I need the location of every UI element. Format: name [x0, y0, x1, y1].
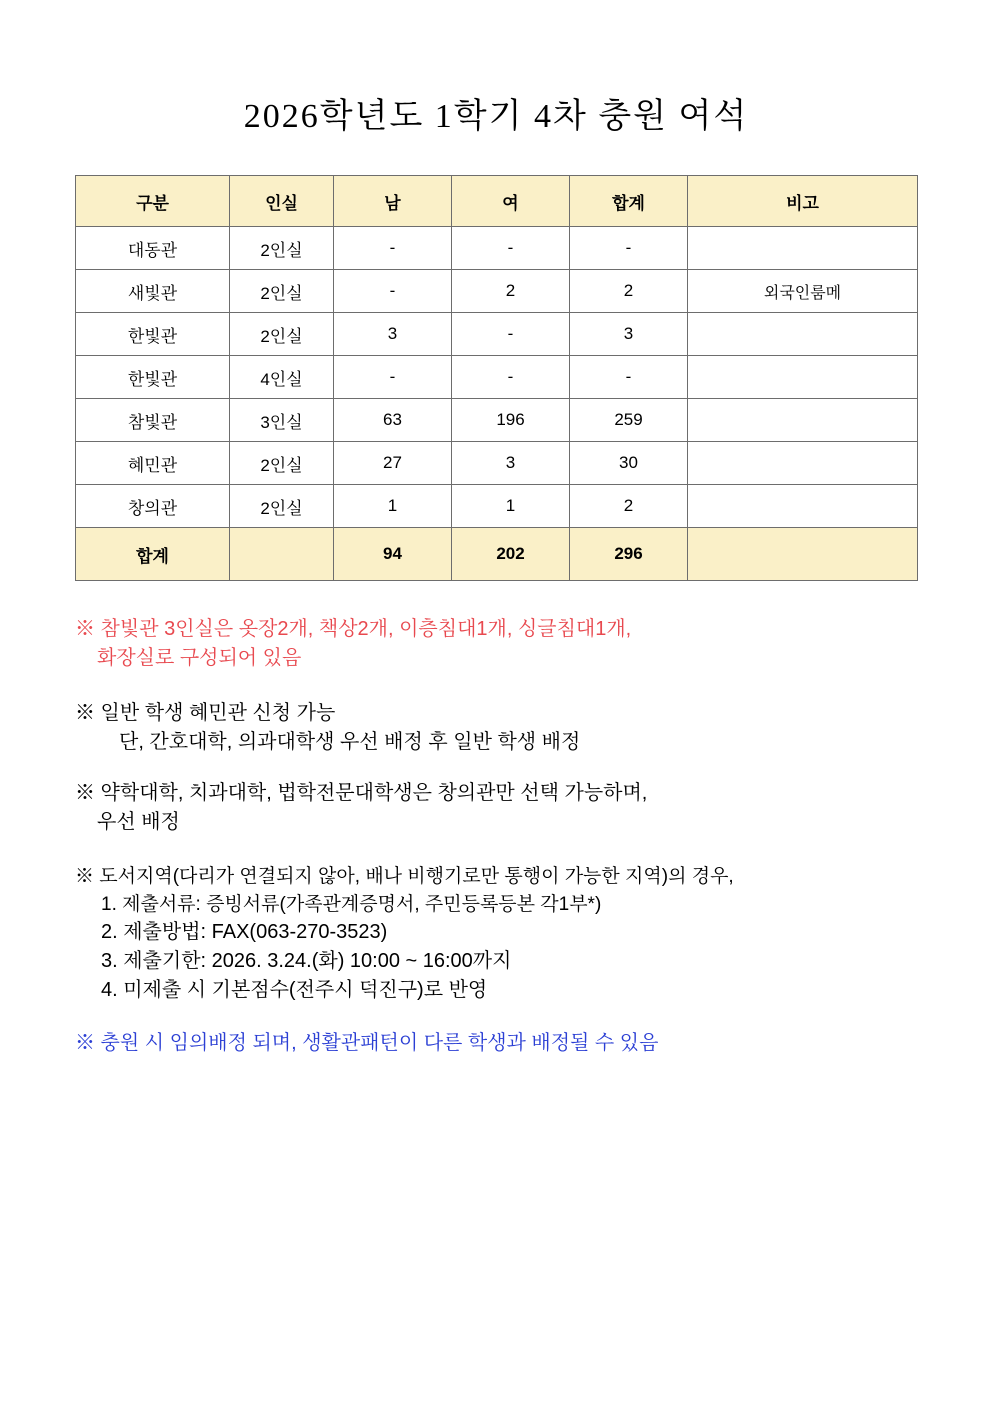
cell-female: 2	[452, 270, 570, 313]
cell-remark	[688, 227, 918, 270]
cell-male: 27	[334, 442, 452, 485]
cell-female: -	[452, 227, 570, 270]
cell-roomtype: 2인실	[230, 270, 334, 313]
cell-category: 새빛관	[76, 270, 230, 313]
note-line: 화장실로 구성되어 있음	[97, 647, 302, 669]
note-line: 우선 배정	[97, 811, 180, 833]
note-hyeminkwan	[75, 699, 917, 757]
column-header-female: 여	[452, 176, 570, 227]
column-header-total: 합계	[570, 176, 688, 227]
page-title: 2026학년도 1학기 4차 충원 여석	[243, 98, 749, 135]
column-header-category: 구분	[76, 176, 230, 227]
cell-total: -	[570, 356, 688, 399]
cell-total: 296	[570, 528, 688, 581]
note-list-item: 2. 제출방법: FAX(063-270-3523)	[101, 921, 388, 944]
vacancy-table-container	[75, 175, 917, 581]
cell-remark	[688, 399, 918, 442]
cell-category: 혜민관	[76, 442, 230, 485]
table-body	[76, 227, 918, 581]
cell-category: 합계	[76, 528, 230, 581]
table-row	[76, 356, 918, 399]
cell-male: 1	[334, 485, 452, 528]
column-header-remark: 비고	[688, 176, 918, 227]
cell-female: 196	[452, 399, 570, 442]
cell-total: 2	[570, 270, 688, 313]
cell-male: 63	[334, 399, 452, 442]
table-row	[76, 485, 918, 528]
cell-remark	[688, 313, 918, 356]
note-list-item: 3. 제출기한: 2026. 3.24.(화) 10:00 ~ 16:00까지	[101, 950, 512, 973]
table-row	[76, 399, 918, 442]
column-header-male: 남	[334, 176, 452, 227]
cell-roomtype	[230, 528, 334, 581]
cell-category: 한빛관	[76, 356, 230, 399]
cell-male: 94	[334, 528, 452, 581]
cell-remark: 외국인룸메	[688, 270, 918, 313]
cell-remark	[688, 442, 918, 485]
table-row	[76, 313, 918, 356]
column-header-roomtype: 인실	[230, 176, 334, 227]
notes-section	[75, 615, 917, 1058]
cell-roomtype: 2인실	[230, 442, 334, 485]
cell-roomtype: 3인실	[230, 399, 334, 442]
cell-female: 1	[452, 485, 570, 528]
cell-female: -	[452, 313, 570, 356]
cell-remark	[688, 356, 918, 399]
cell-roomtype: 2인실	[230, 227, 334, 270]
cell-male: -	[334, 270, 452, 313]
table-total-row	[76, 528, 918, 581]
note-line: ※ 참빛관 3인실은 옷장2개, 책상2개, 이층침대1개, 싱글침대1개,	[75, 618, 632, 640]
cell-total: 2	[570, 485, 688, 528]
cell-category: 참빛관	[76, 399, 230, 442]
cell-female: 202	[452, 528, 570, 581]
note-line: ※ 도서지역(다리가 연결되지 않아, 배나 비행기로만 통행이 가능한 지역)의 경우,	[75, 866, 734, 887]
note-line: ※ 충원 시 임의배정 되며, 생활관패턴이 다른 학생과 배정될 수 있음	[75, 1032, 659, 1055]
note-line: ※ 약학대학, 치과대학, 법학전문대학생은 창의관만 선택 가능하며,	[75, 782, 648, 804]
cell-category: 창의관	[76, 485, 230, 528]
cell-remark	[688, 528, 918, 581]
note-random-assignment	[75, 1029, 917, 1058]
vacancy-table	[75, 175, 918, 581]
note-room-composition	[75, 615, 917, 673]
cell-remark	[688, 485, 918, 528]
cell-male: 3	[334, 313, 452, 356]
table-row	[76, 442, 918, 485]
note-line: ※ 일반 학생 혜민관 신청 가능	[75, 702, 336, 724]
cell-total: 3	[570, 313, 688, 356]
cell-total: 30	[570, 442, 688, 485]
cell-roomtype: 2인실	[230, 313, 334, 356]
cell-male: -	[334, 356, 452, 399]
note-island-region	[75, 863, 917, 1005]
note-changuikwan	[75, 779, 917, 837]
note-line: 단, 간호대학, 의과대학생 우선 배정 후 일반 학생 배정	[119, 731, 581, 753]
cell-category: 대동관	[76, 227, 230, 270]
table-header-row	[76, 176, 918, 227]
table-header	[76, 176, 918, 227]
cell-total: 259	[570, 399, 688, 442]
cell-total: -	[570, 227, 688, 270]
note-list-item: 4. 미제출 시 기본점수(전주시 덕진구)로 반영	[101, 979, 488, 1002]
cell-roomtype: 2인실	[230, 485, 334, 528]
cell-male: -	[334, 227, 452, 270]
table-row	[76, 270, 918, 313]
cell-category: 한빛관	[76, 313, 230, 356]
table-row	[76, 227, 918, 270]
cell-female: -	[452, 356, 570, 399]
cell-female: 3	[452, 442, 570, 485]
cell-roomtype: 4인실	[230, 356, 334, 399]
note-list-item: 1. 제출서류: 증빙서류(가족관계증명서, 주민등록등본 각1부*)	[101, 893, 602, 915]
